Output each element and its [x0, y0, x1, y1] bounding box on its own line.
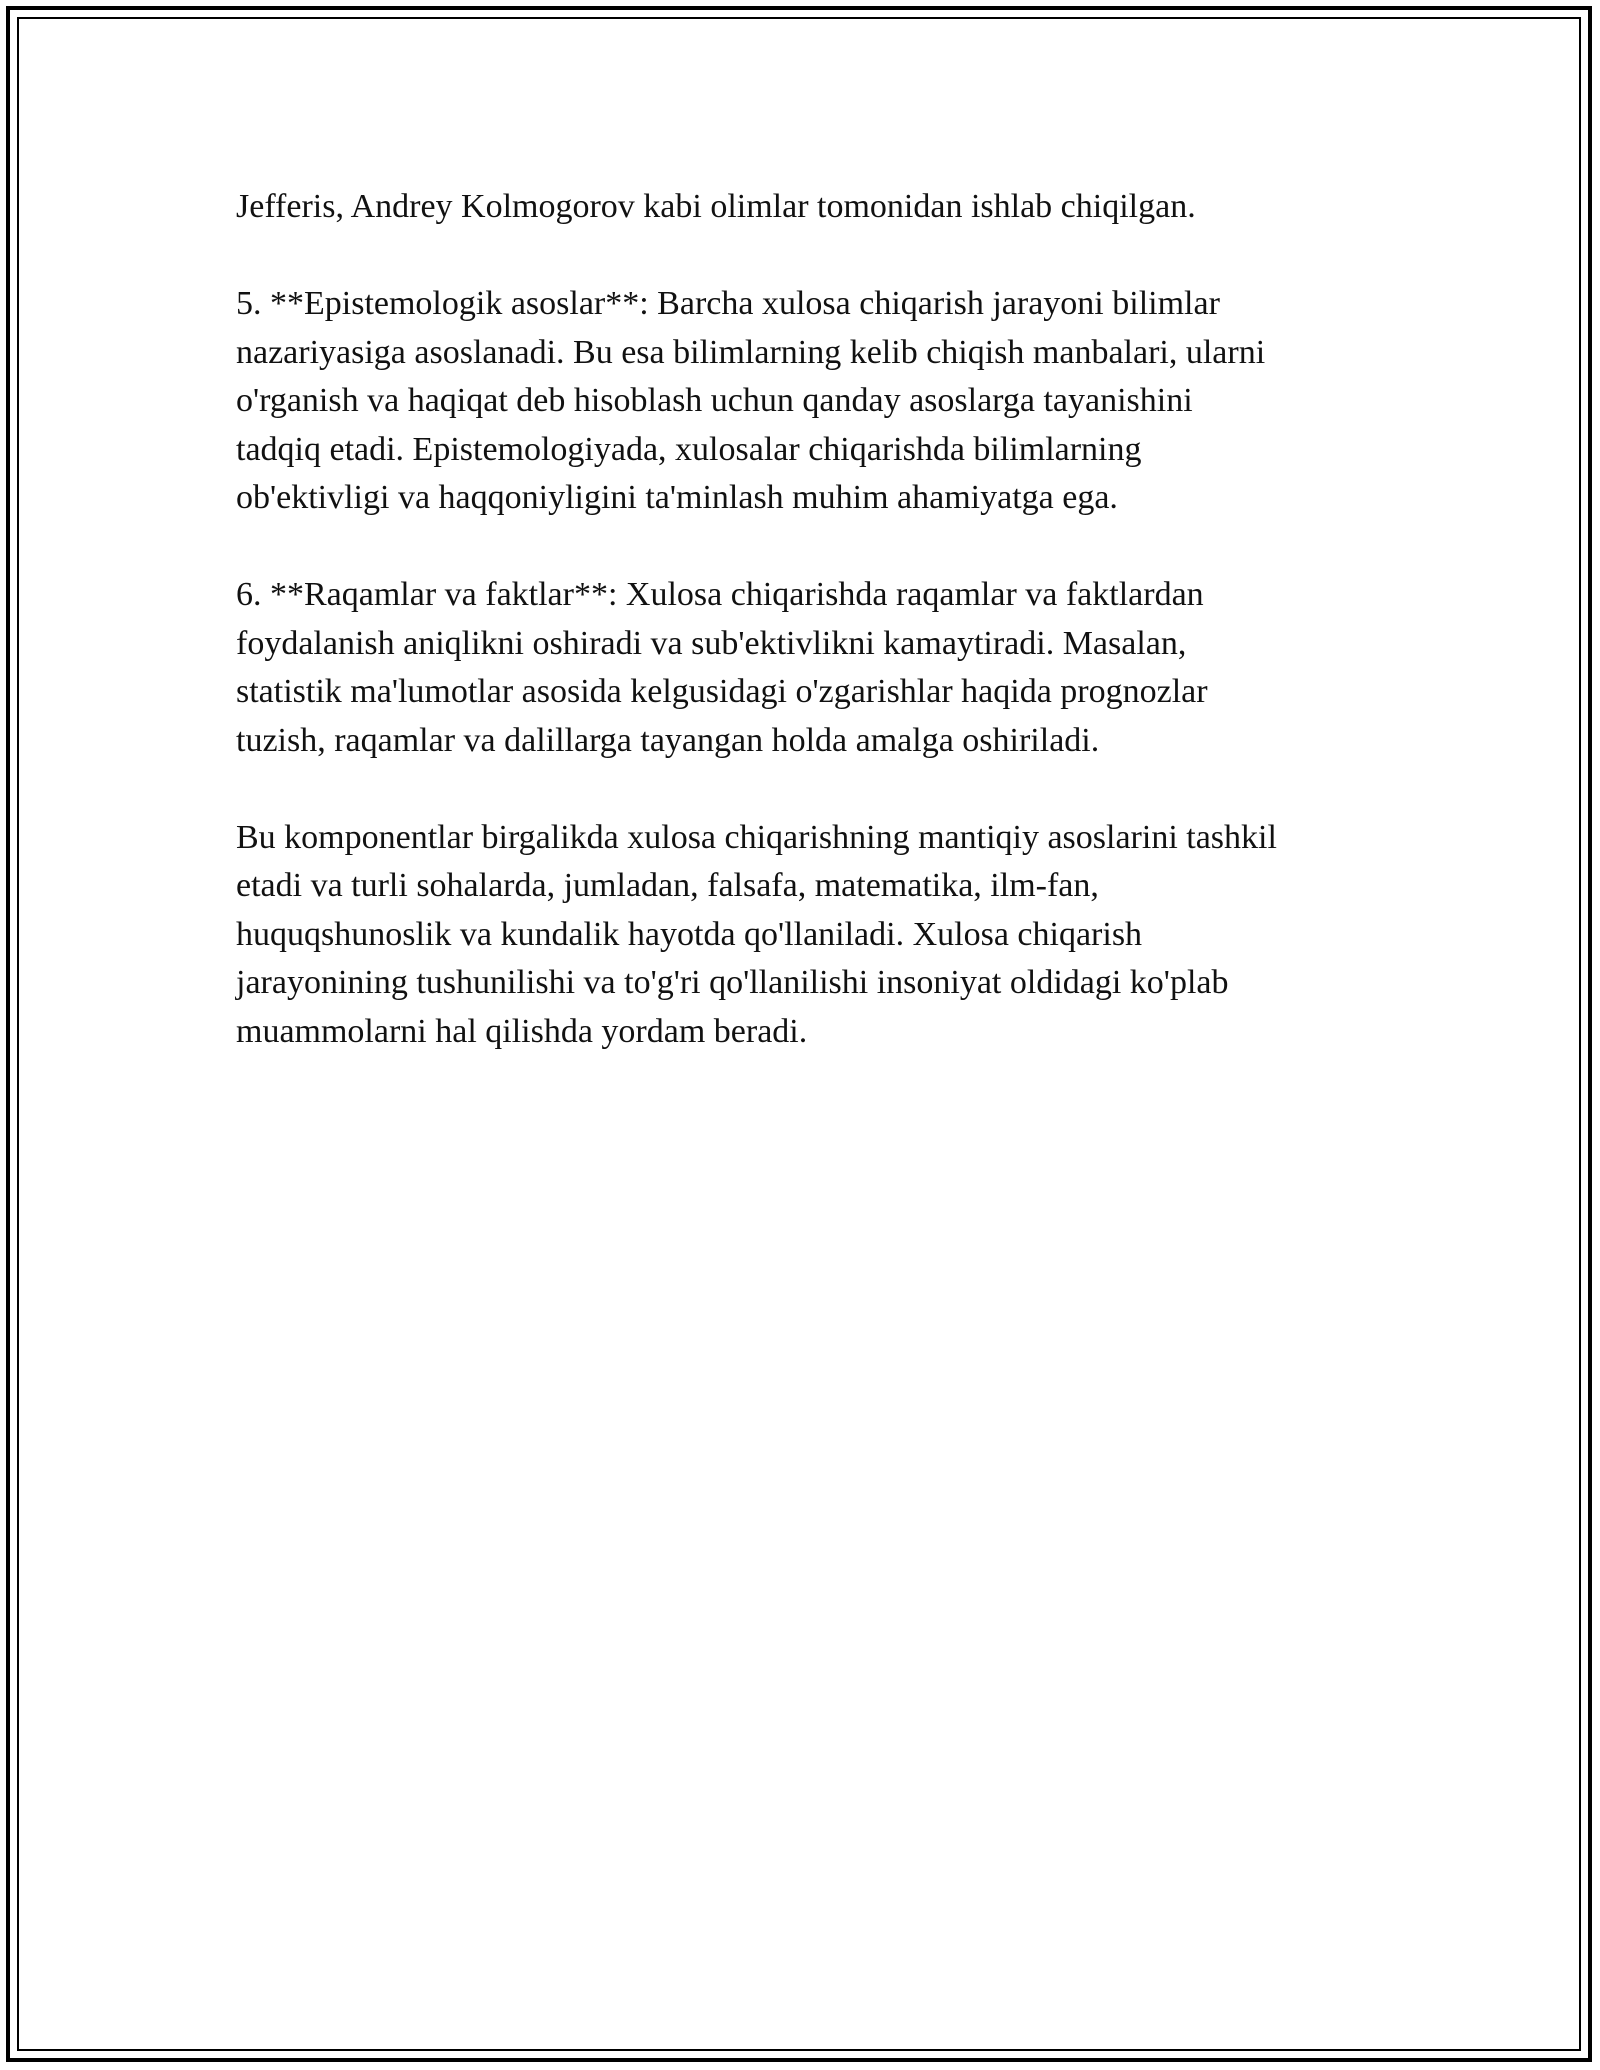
text-line: statistik ma'lumotlar asosida kelgusidagi o'zgarishlar haqida prognozlar: [236, 673, 1208, 710]
text-line: tuzish, raqamlar va dalillarga tayangan holda amalga oshiriladi.: [236, 721, 1100, 759]
paragraph-epistemologik-asoslar: [236, 280, 1386, 523]
paragraph-raqamlar-va-faktlar: [236, 571, 1386, 765]
text-line: 5. **Epistemologik asoslar**: Barcha xulosa chiqarish jarayoni bilimlar: [236, 285, 1220, 322]
text-line: etadi va turli sohalarda, jumladan, falsafa, matematika, ilm-fan,: [236, 867, 1099, 904]
text-line: jarayonining tushunilishi va to'g'ri qo'llanilishi insoniyat oldidagi ko'plab: [236, 964, 1229, 1001]
text-line: 6. **Raqamlar va faktlar**: Xulosa chiqarishda raqamlar va faktlardan: [236, 576, 1204, 613]
paragraph-continuation: [236, 183, 1386, 232]
text-line: Jefferis, Andrey Kolmogorov kabi olimlar tomonidan ishlab chiqilgan.: [236, 188, 1196, 225]
text-line: ob'ektivligi va haqqoniyligini ta'minlash muhim ahamiyatga ega.: [236, 479, 1118, 516]
text-line: muammolarni hal qilishda yordam beradi.: [236, 1012, 808, 1050]
text-line: Bu komponentlar birgalikda xulosa chiqarishning mantiqiy asoslarini tashkil: [236, 818, 1277, 856]
paragraph-conclusion: [236, 814, 1386, 1057]
text-line: o'rganish va haqiqat deb hisoblash uchun qanday asoslarga tayanishini: [236, 382, 1193, 419]
document-body: [236, 183, 1386, 1105]
text-line: nazariyasiga asoslanadi. Bu esa bilimlarning kelib chiqish manbalari, ularni: [236, 333, 1266, 371]
text-line: tadqiq etadi. Epistemologiyada, xulosalar chiqarishda bilimlarning: [236, 430, 1142, 468]
text-line: foydalanish aniqlikni oshiradi va sub'ektivlikni kamaytiradi. Masalan,: [236, 624, 1187, 662]
text-line: huquqshunoslik va kundalik hayotda qo'llaniladi. Xulosa chiqarish: [236, 915, 1143, 953]
